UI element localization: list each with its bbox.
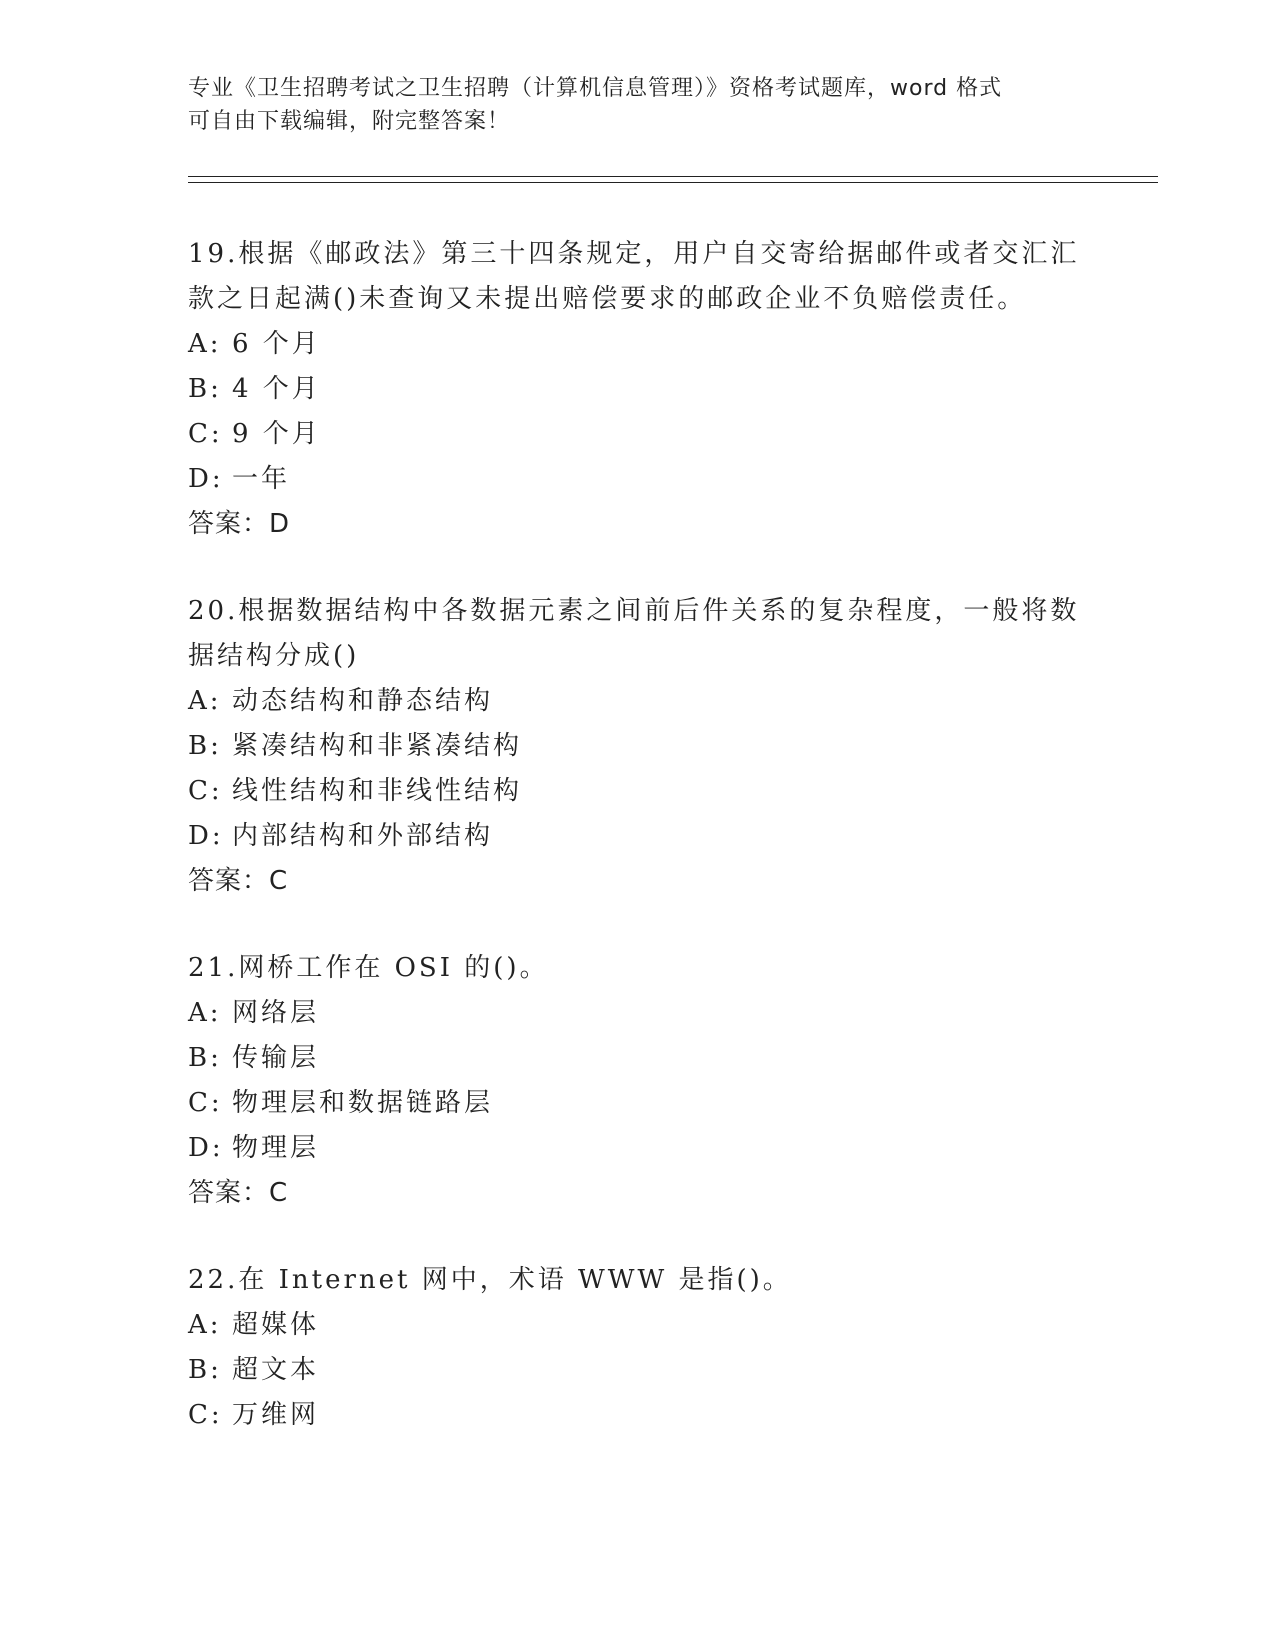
option-c: [188, 412, 1088, 457]
option-d: [188, 814, 1088, 859]
option-text: 4 个月: [232, 374, 321, 404]
option-text: 动态结构和静态结构: [232, 686, 494, 716]
option-d: [188, 457, 1088, 502]
option-a: [188, 1303, 1088, 1348]
option-letter: B:: [188, 374, 222, 404]
answer-text: 答案：C: [188, 866, 289, 896]
option-letter: D:: [188, 1133, 224, 1163]
option-b: [188, 1036, 1088, 1081]
option-letter: A:: [188, 686, 222, 716]
option-letter: D:: [188, 464, 224, 494]
document-header: [188, 72, 1068, 138]
option-text: 网络层: [232, 998, 320, 1028]
option-text: 物理层: [232, 1133, 320, 1163]
option-text: 物理层和数据链路层: [232, 1088, 494, 1118]
question-text: 20.根据数据结构中各数据元素之间前后件关系的复杂程度，一般将数据结构分成(): [188, 596, 1080, 671]
option-letter: C:: [188, 419, 223, 449]
option-letter: C:: [188, 1088, 223, 1118]
option-letter: C:: [188, 776, 223, 806]
option-letter: B:: [188, 731, 222, 761]
option-letter: A:: [188, 1310, 222, 1340]
question-text: 22.在 Internet 网中，术语 WWW 是指()。: [188, 1265, 792, 1295]
option-text: 线性结构和非线性结构: [232, 776, 523, 806]
option-a: [188, 679, 1088, 724]
option-letter: A:: [188, 998, 222, 1028]
option-text: 紧凑结构和非紧凑结构: [232, 731, 523, 761]
option-text: 内部结构和外部结构: [232, 821, 494, 851]
question-text: 19.根据《邮政法》第三十四条规定，用户自交寄给据邮件或者交汇汇款之日起满()未查询又未提出赔偿要求的邮政企业不负赔偿责任。: [188, 239, 1080, 314]
header-divider-top: [188, 176, 1158, 177]
option-d: [188, 1126, 1088, 1171]
option-text: 6 个月: [232, 329, 321, 359]
option-letter: B:: [188, 1355, 222, 1385]
option-text: 一年: [232, 464, 291, 494]
option-text: 超文本: [232, 1355, 320, 1385]
header-line-2: 可自由下载编辑，附完整答案！: [188, 109, 511, 134]
option-text: 9 个月: [232, 419, 321, 449]
option-b: [188, 724, 1088, 769]
question-19: [188, 232, 1088, 547]
option-letter: D:: [188, 821, 224, 851]
question-21: [188, 946, 1088, 1216]
option-a: [188, 991, 1088, 1036]
question-20: [188, 589, 1088, 904]
header-line-1: 专业《卫生招聘考试之卫生招聘（计算机信息管理）》资格考试题库，word 格式: [188, 76, 1003, 101]
option-text: 传输层: [232, 1043, 320, 1073]
option-letter: C:: [188, 1400, 223, 1430]
question-text: 21.网桥工作在 OSI 的()。: [188, 953, 549, 983]
question-list: [188, 232, 1088, 1480]
option-a: [188, 322, 1088, 367]
answer-text: 答案：C: [188, 1178, 289, 1208]
option-b: [188, 367, 1088, 412]
option-letter: A:: [188, 329, 222, 359]
option-b: [188, 1348, 1088, 1393]
option-c: [188, 1393, 1088, 1438]
option-text: 万维网: [232, 1400, 320, 1430]
option-text: 超媒体: [232, 1310, 320, 1340]
option-c: [188, 769, 1088, 814]
option-letter: B:: [188, 1043, 222, 1073]
answer-text: 答案：D: [188, 509, 291, 539]
header-divider-bottom: [188, 182, 1158, 183]
option-c: [188, 1081, 1088, 1126]
question-22: [188, 1258, 1088, 1438]
